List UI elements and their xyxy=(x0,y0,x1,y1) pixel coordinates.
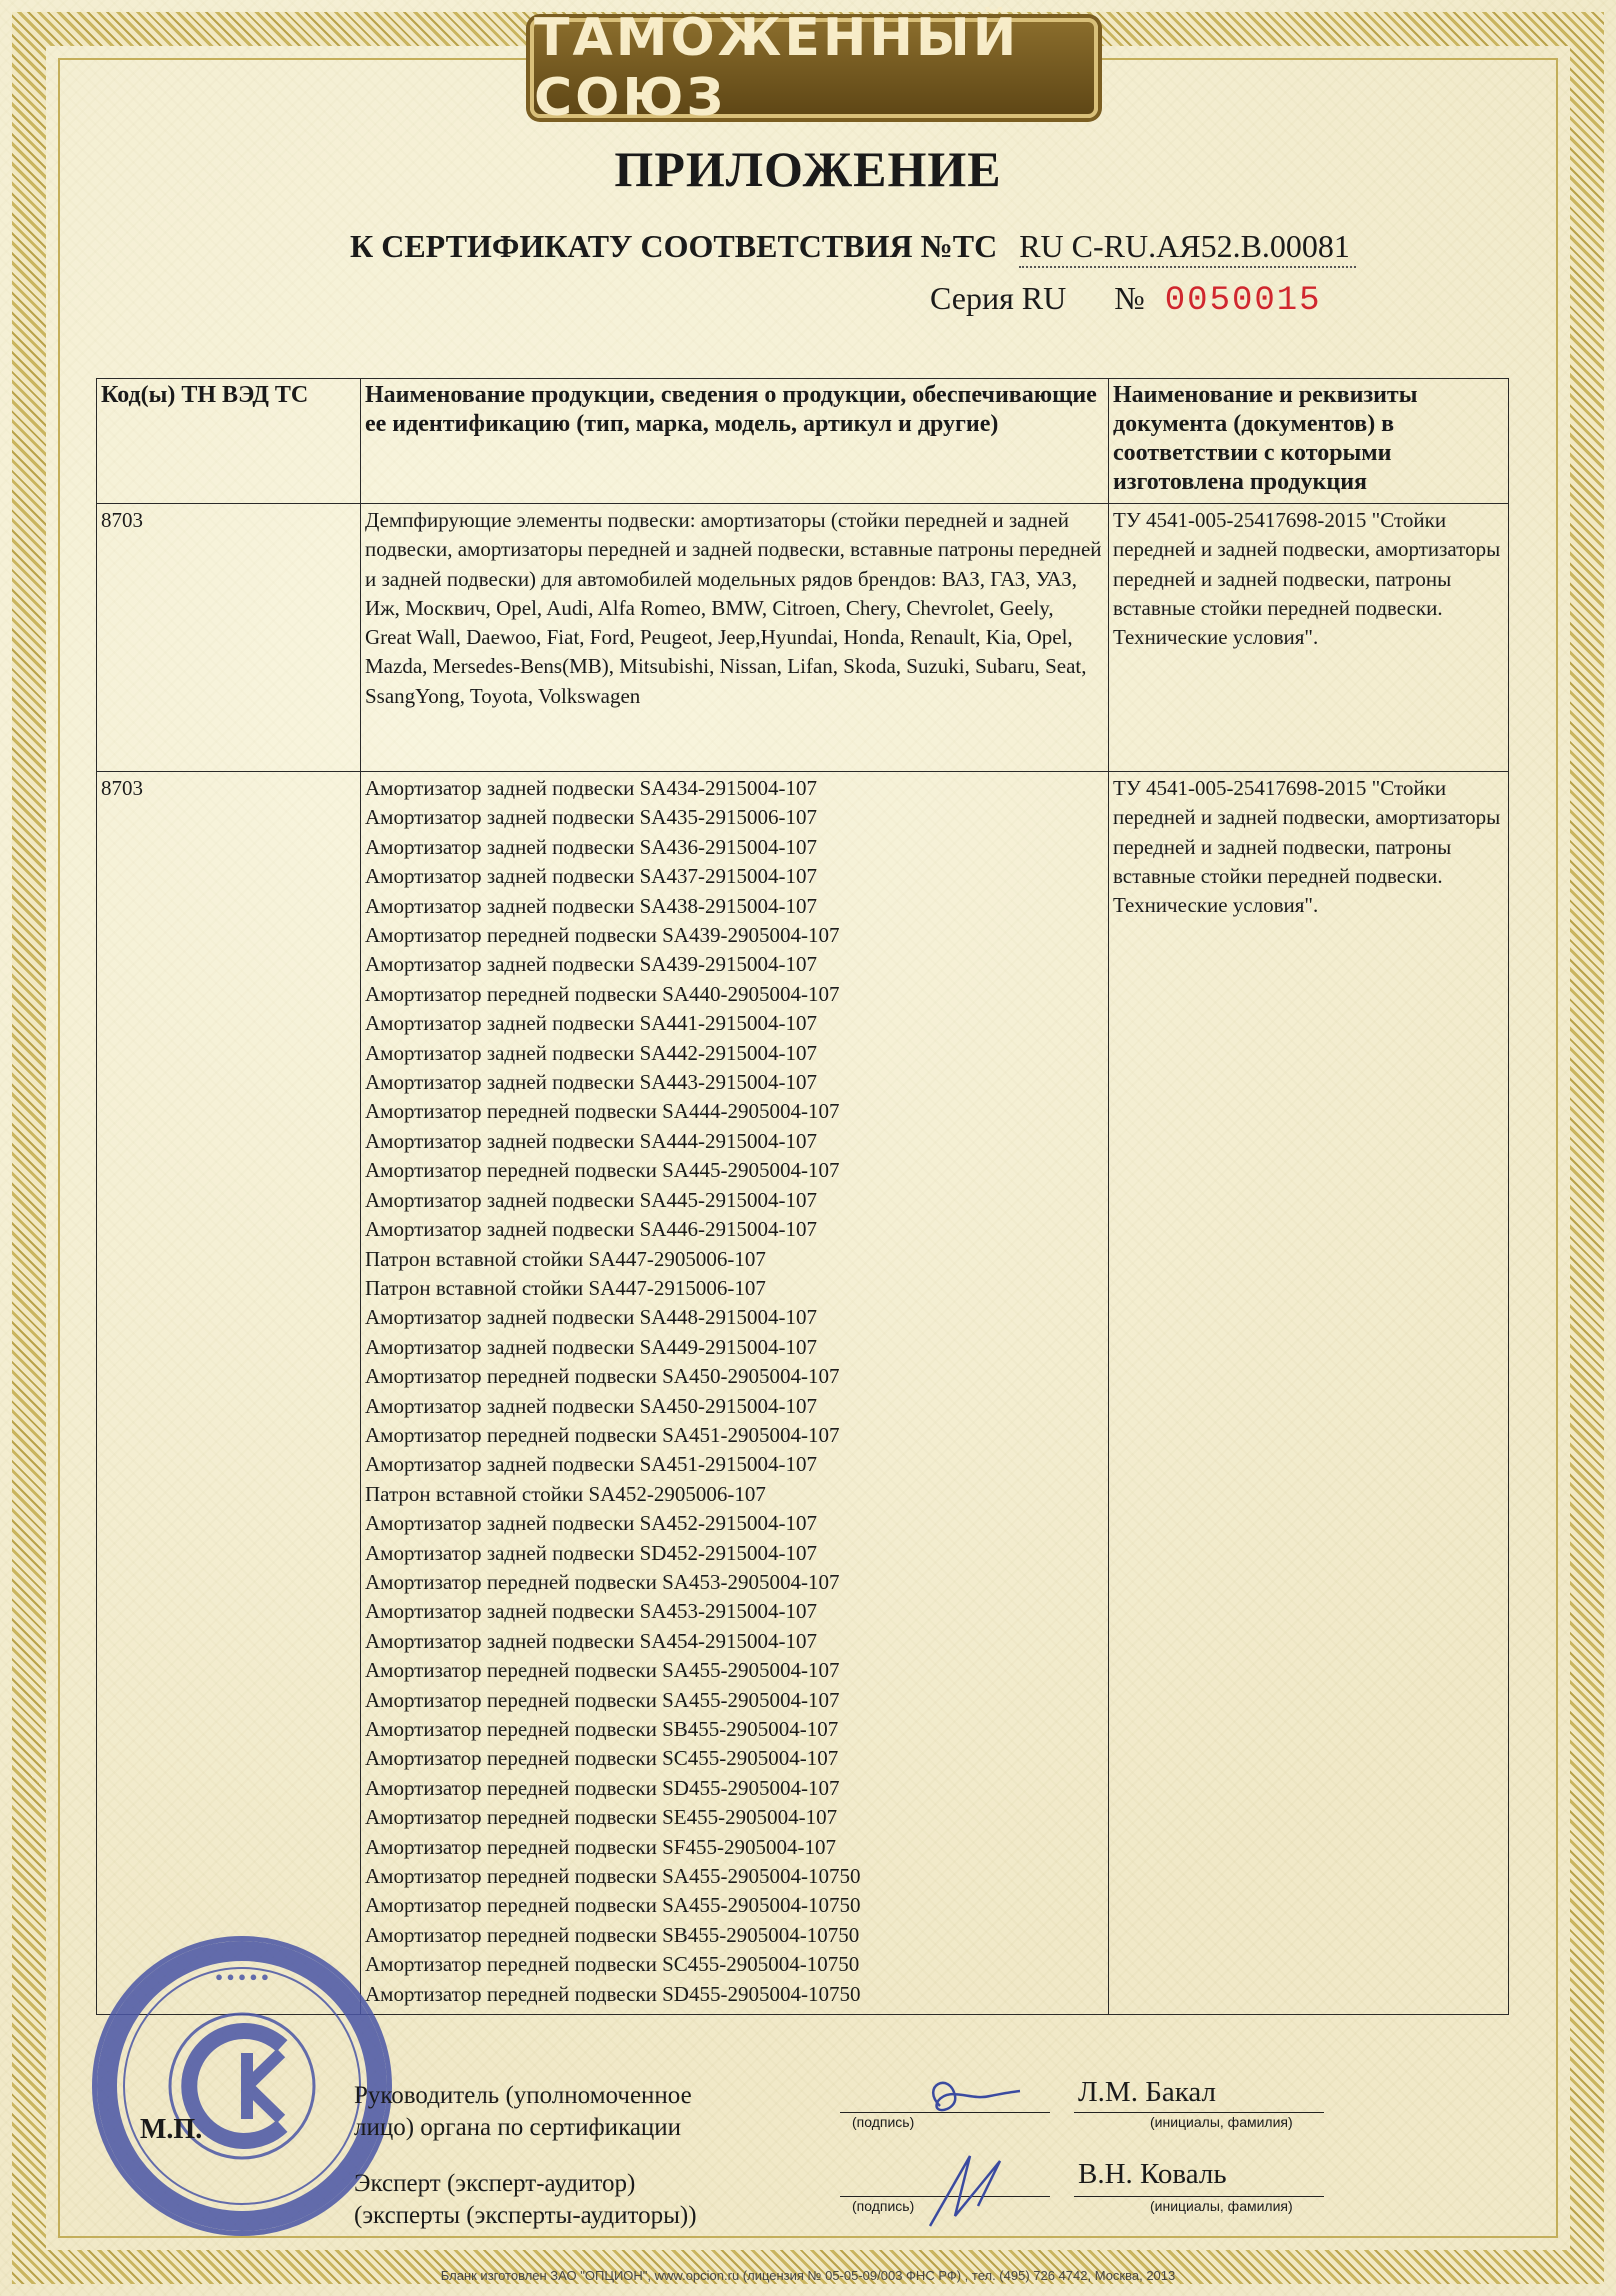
row2-product-list xyxy=(361,772,1109,2015)
row2-document: ТУ 4541-005-25417698-2015 "Стойки передней и задней подвески, амортизаторы передней и задней подвески, патроны вставные стойки передней подвески. Технические условия". xyxy=(1109,772,1509,2015)
list-item: Амортизатор передней подвески SA455-2905004-107 xyxy=(365,1658,840,1683)
list-item: Амортизатор задней подвески SA453-2915004-107 xyxy=(365,1599,817,1624)
header-document: Наименование и реквизиты документа (документов) в соответствии с которыми изготовлена продукция xyxy=(1109,379,1509,504)
table-header-row xyxy=(97,379,1509,504)
list-item: Амортизатор передней подвески SA455-2905004-10750 xyxy=(365,1864,861,1889)
header-product: Наименование продукции, сведения о продукции, обеспечивающие ее идентификацию (тип, марка, модель, артикул и другие) xyxy=(361,379,1109,504)
series-line xyxy=(930,280,1322,320)
expert-name: В.Н. Коваль xyxy=(1078,2158,1227,2190)
head-label-1: Руководитель (уполномоченное xyxy=(354,2082,692,2109)
list-item: Амортизатор задней подвески SA452-2915004-107 xyxy=(365,1511,817,1536)
list-item: Амортизатор передней подвески SD455-2905004-10750 xyxy=(365,1981,861,2006)
form-footer: Бланк изготовлен ЗАО "ОПЦИОН", www.opcion.ru (лицензия № 05-05-09/003 ФНС РФ) , тел. (495) 726 4742, Москва, 2013 xyxy=(440,2268,1176,2283)
list-item: Амортизатор передней подвески SA450-2905004-107 xyxy=(365,1364,840,1389)
row1-description: Демпфирующие элементы подвески: амортизаторы (стойки передней и задней подвески, амортизаторы передней и задней подвески, вставные патроны передней и задней подвески) для автомобилей модельных рядов брендов: ВАЗ, ГАЗ, УАЗ, Иж, Москвич, Opel, Audi, Alfa Romeo, BMW, Citroen, Chery, Chevrolet, Geely, Great Wall, Daewoo, Fiat, Ford, Peugeot, Jeep,Hyundai, Honda, Renault, Kia, Opel, Mazda, Mersedes-Bens(MB), Mitsubishi, Nissan, Lifan, Skoda, Suzuki, Subaru, Seat, SsangYong, Toyota, Volkswagen xyxy=(361,504,1109,772)
expert-label-1: Эксперт (эксперт-аудитор) xyxy=(354,2170,636,2197)
expert-signature-line xyxy=(840,2196,1050,2197)
list-item: Амортизатор задней подвески SA444-2915004-107 xyxy=(365,1128,817,1153)
certificate-number: RU С-RU.АЯ52.В.00081 xyxy=(1019,228,1356,268)
list-item: Амортизатор задней подвески SA449-2915004-107 xyxy=(365,1334,817,1359)
expert-label-2: (эксперты (эксперты-аудиторы)) xyxy=(354,2202,697,2229)
list-item: Амортизатор задней подвески SA434-2915004-107 xyxy=(365,776,817,800)
subtitle-text: К СЕРТИФИКАТУ СООТВЕТСТВИЯ xyxy=(350,228,913,264)
list-item: Амортизатор передней подвески SF455-2905004-107 xyxy=(365,1834,836,1859)
row2-code: 8703 xyxy=(97,772,361,2015)
list-item: Амортизатор передней подвески SA453-2905004-107 xyxy=(365,1569,840,1594)
head-name: Л.М. Бакал xyxy=(1078,2076,1216,2108)
list-item: Амортизатор задней подвески SA443-2915004-107 xyxy=(365,1070,817,1095)
list-item: Амортизатор задней подвески SA436-2915004-107 xyxy=(365,834,817,859)
list-item: Амортизатор передней подвески SB455-2905004-10750 xyxy=(365,1922,860,1947)
list-item: Амортизатор задней подвески SD452-2915004-107 xyxy=(365,1540,817,1565)
product-table xyxy=(96,378,1509,2015)
list-item: Амортизатор передней подвески SA455-2905004-10750 xyxy=(365,1893,861,1918)
certificate-subtitle xyxy=(350,228,1356,265)
list-item: Амортизатор передней подвески SD455-2905004-107 xyxy=(365,1775,840,1800)
head-name-line xyxy=(1074,2112,1324,2113)
list-item: Амортизатор передней подвески SC455-2905004-10750 xyxy=(365,1952,860,1977)
head-signature-line xyxy=(840,2112,1050,2113)
row1-code: 8703 xyxy=(97,504,361,772)
table-row xyxy=(97,772,1509,2015)
list-item: Амортизатор задней подвески SA438-2915004-107 xyxy=(365,893,817,918)
series-no-label: № xyxy=(1114,280,1145,316)
list-item: Амортизатор задней подвески SA446-2915004-107 xyxy=(365,1217,817,1242)
list-item: Патрон вставной стойки SA447-2905006-107 xyxy=(365,1246,766,1271)
list-item: Амортизатор передней подвески SA451-2905004-107 xyxy=(365,1422,840,1447)
list-item: Патрон вставной стойки SA447-2915006-107 xyxy=(365,1275,766,1300)
list-item: Амортизатор передней подвески SA445-2905004-107 xyxy=(365,1158,840,1183)
list-item: Амортизатор задней подвески SA441-2915004-107 xyxy=(365,1011,817,1036)
page-title: ПРИЛОЖЕНИЕ xyxy=(614,141,1002,197)
head-label-2: лицо) органа по сертификации xyxy=(354,2114,682,2141)
banner-text: ТАМОЖЕННЫЙ СОЮЗ xyxy=(534,8,1020,128)
list-item: Амортизатор передней подвески SA444-2905004-107 xyxy=(365,1099,840,1124)
list-item: Амортизатор задней подвески SA442-2915004-107 xyxy=(365,1040,817,1065)
list-item: Амортизатор передней подвески SC455-2905004-107 xyxy=(365,1746,839,1771)
customs-union-banner xyxy=(530,8,1098,128)
list-item: Амортизатор задней подвески SA450-2915004-107 xyxy=(365,1393,817,1418)
row1-document: ТУ 4541-005-25417698-2015 "Стойки передней и задней подвески, амортизаторы передней и задней подвески, патроны вставные стойки передней подвески. Технические условия". xyxy=(1109,504,1509,772)
list-item: Амортизатор передней подвески SA439-2905004-107 xyxy=(365,923,840,948)
handwritten-signature-icon xyxy=(860,2066,1040,2236)
list-item: Амортизатор задней подвески SA451-2915004-107 xyxy=(365,1452,817,1477)
list-item: Амортизатор задней подвески SA448-2915004-107 xyxy=(365,1305,817,1330)
list-item: Амортизатор задней подвески SA439-2915004-107 xyxy=(365,952,817,977)
list-item: Амортизатор задней подвески SA437-2915004-107 xyxy=(365,864,817,889)
list-item: Патрон вставной стойки SA452-2905006-107 xyxy=(365,1481,766,1506)
mp-label: М.П. xyxy=(140,2114,203,2145)
head-signature-caption: (подпись) xyxy=(852,2114,915,2130)
series-label: Серия xyxy=(930,280,1014,316)
list-item: Амортизатор передней подвески SE455-2905004-107 xyxy=(365,1805,838,1830)
series-value: RU xyxy=(1021,280,1067,316)
svg-text:● ● ● ● ●: ● ● ● ● ● xyxy=(215,1969,269,1984)
expert-initials-caption: (инициалы, фамилия) xyxy=(1150,2198,1293,2214)
list-item: Амортизатор задней подвески SA435-2915006-107 xyxy=(365,805,817,830)
head-initials-caption: (инициалы, фамилия) xyxy=(1150,2114,1293,2130)
list-item: Амортизатор передней подвески SA440-2905004-107 xyxy=(365,981,840,1006)
list-item: Амортизатор задней подвески SA454-2915004-107 xyxy=(365,1628,817,1653)
table-row xyxy=(97,504,1509,772)
subtitle-no: №ТС xyxy=(920,228,998,264)
expert-name-line xyxy=(1074,2196,1324,2197)
series-number: 0050015 xyxy=(1164,282,1322,320)
list-item: Амортизатор передней подвески SA455-2905004-107 xyxy=(365,1687,840,1712)
expert-signature-caption: (подпись) xyxy=(852,2198,915,2214)
list-item: Амортизатор передней подвески SB455-2905004-107 xyxy=(365,1717,839,1741)
header-code: Код(ы) ТН ВЭД ТС xyxy=(97,379,361,504)
list-item: Амортизатор задней подвески SA445-2915004-107 xyxy=(365,1187,817,1212)
